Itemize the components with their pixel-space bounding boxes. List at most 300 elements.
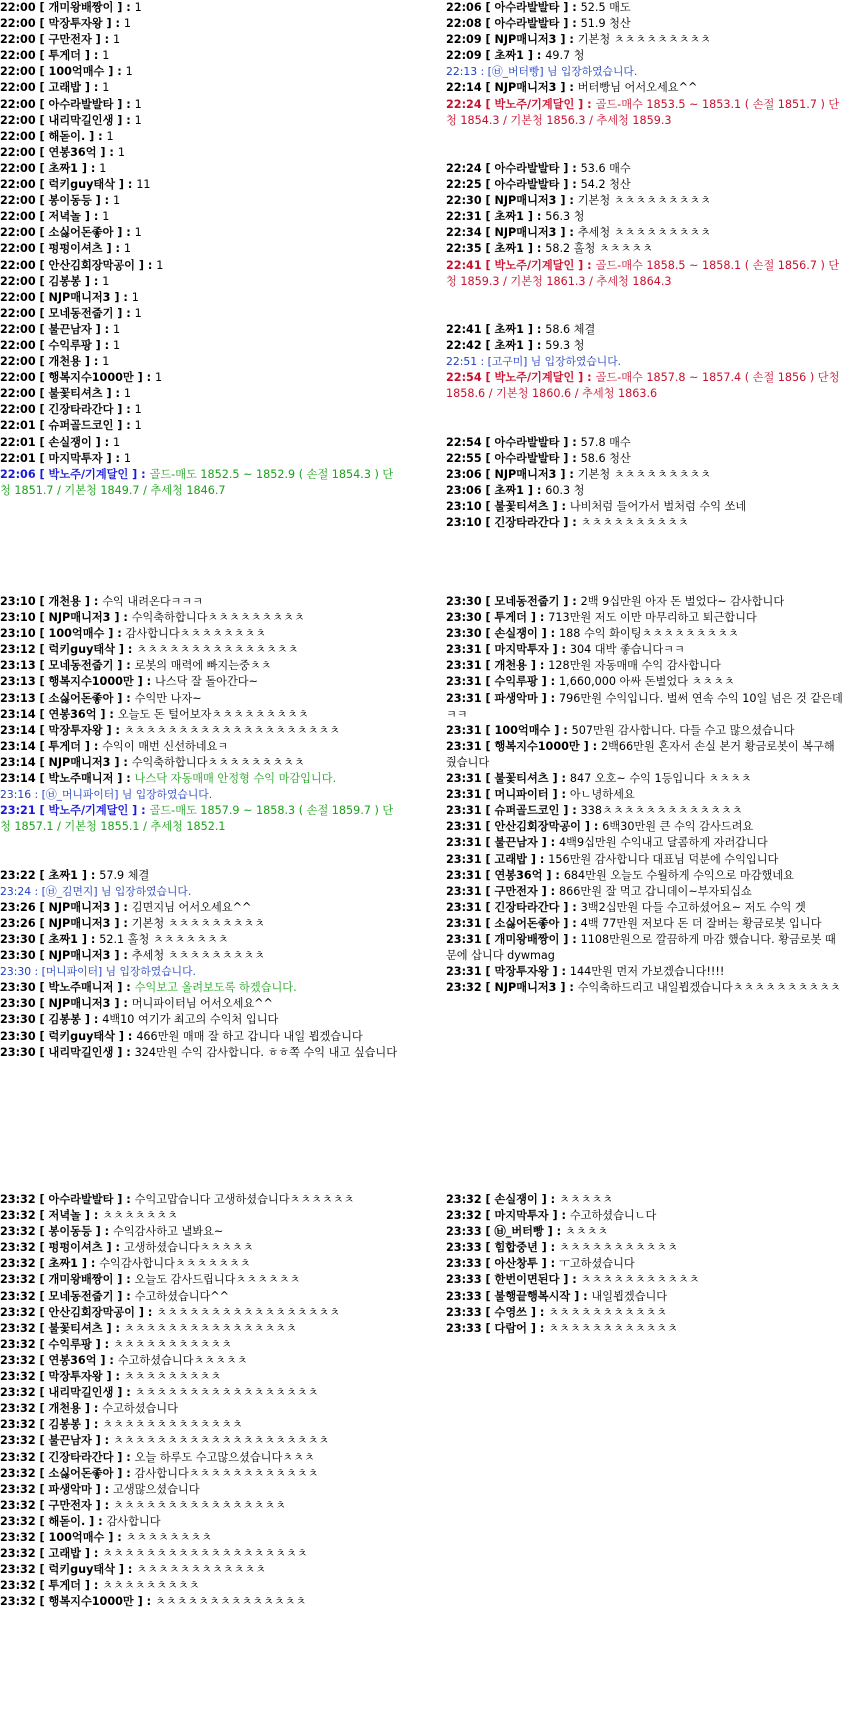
user-name[interactable]: 100억매수 (494, 723, 551, 737)
user-name[interactable]: 펑펑이셔츠 (48, 242, 103, 256)
chat-message (0, 916, 398, 932)
name-bracket: [ (35, 322, 49, 336)
user-name[interactable]: 박노주/기계달인 (494, 258, 575, 272)
user-name[interactable]: 개천용 (494, 659, 527, 673)
user-name[interactable]: 수익루팡 (48, 1337, 92, 1351)
user-name[interactable]: 아수라발발타 (48, 1193, 114, 1206)
user-name[interactable]: 소싫어돈좋아 (494, 916, 560, 930)
user-name[interactable]: NJP매니저3 (494, 226, 557, 240)
user-name[interactable]: 아수라발발타 (494, 17, 560, 31)
user-name[interactable]: 긴장타라간다 (494, 516, 560, 529)
message-text: ㅜ고하셨습니다 (559, 1257, 635, 1271)
user-name[interactable]: 소싫어돈좋아 (48, 691, 114, 705)
message-time: 23:33 (446, 1241, 482, 1255)
name-bracket: ] : (550, 723, 572, 737)
name-bracket: ] : (556, 33, 578, 47)
user-name[interactable]: 김봉봉 (48, 1418, 81, 1432)
message-text: 52.5 매도 (580, 1, 631, 14)
user-name[interactable]: 아수라발발타 (494, 1, 560, 14)
user-name[interactable]: 내리막길인생 (48, 1045, 114, 1059)
user-name[interactable]: 모네동전줍기 (48, 306, 114, 320)
user-name[interactable]: 아수라발발타 (494, 161, 560, 175)
user-name[interactable]: 초짜1 (494, 210, 524, 224)
name-bracket: [ (35, 258, 49, 272)
name-bracket: [ (35, 611, 49, 625)
user-name[interactable]: 아수라발발타 (494, 435, 560, 449)
name-bracket: ] : (77, 1257, 100, 1271)
name-bracket: ] : (556, 81, 578, 95)
name-bracket: [ (35, 1530, 49, 1544)
name-bracket: [ (35, 194, 49, 208)
name-bracket: ] : (542, 868, 564, 882)
user-name[interactable]: 연봉36억 (494, 868, 543, 882)
user-name[interactable]: 수영쓰 (494, 1305, 527, 1319)
name-bracket: ] : (77, 161, 100, 175)
chat-message (0, 658, 398, 674)
user-name[interactable]: NJP매니저3 (494, 981, 557, 995)
name-bracket: [ (35, 1579, 49, 1593)
message-time: 22:25 (446, 178, 482, 192)
system-message (0, 884, 398, 900)
message-time: 23:33 (446, 1257, 482, 1271)
chat-message (446, 980, 844, 996)
chat-message (446, 803, 844, 819)
user-name[interactable]: 연봉36억 (48, 145, 97, 159)
message-text: 847 오호~ 수익 1등입니다 ㅊㅊㅊㅊ (569, 772, 752, 786)
user-name[interactable]: 손실쟁이 (494, 1193, 538, 1206)
user-name[interactable]: 박노주매니저 (48, 772, 114, 786)
message-time: 22:00 (0, 178, 36, 192)
message-time: 23:31 (446, 788, 482, 802)
user-name[interactable]: 불끈남자 (48, 322, 92, 336)
message-time: 23:32 (0, 1402, 36, 1416)
spacer (0, 852, 398, 868)
name-bracket: ] : (115, 1563, 137, 1577)
name-bracket: ] : (113, 226, 135, 240)
message-text: 수익이 매번 신선하네요ㅋ (102, 739, 229, 753)
user-name[interactable]: 100억매수 (48, 65, 105, 79)
user-name[interactable]: 막장투자왕 (48, 723, 103, 737)
message-time: 23:32 (0, 1337, 36, 1351)
message-time: 23:32 (0, 1530, 36, 1544)
name-bracket: [ (35, 274, 49, 288)
message-time: 23:31 (446, 836, 482, 850)
user-name[interactable]: 수익루팡 (48, 338, 92, 352)
name-bracket: ] : (113, 772, 135, 786)
message-text: 나스닥 잘 돌아간다~ (155, 675, 258, 689)
user-name[interactable]: 마지막투자 (494, 643, 549, 657)
message-time: 22:54 (446, 371, 482, 385)
name-bracket: ] : (556, 226, 578, 240)
message-time: 23:32 (0, 1434, 36, 1448)
chat-message (0, 1289, 398, 1305)
message-text: 1108만원으로 깔끔하게 마감 했습니다. 황금로봇 때문에 삽니다 dywmag (446, 932, 836, 963)
user-name[interactable]: 개천용 (48, 1402, 81, 1416)
user-name[interactable]: 럭키guy태삭 (48, 1029, 116, 1043)
user-name[interactable]: 개천용 (48, 355, 81, 369)
message-text: 1 (102, 274, 110, 288)
message-text: 54.2 청산 (580, 178, 631, 192)
chat-message (0, 948, 398, 964)
name-bracket: [ (481, 1209, 495, 1223)
user-name[interactable]: 행복지수1000만 (494, 739, 580, 753)
name-bracket: [ (35, 129, 49, 143)
user-name[interactable]: 개미왕배짱이 (494, 932, 560, 946)
user-name[interactable]: 럭키guy태삭 (48, 178, 116, 192)
message-time: 22:13 (446, 65, 478, 79)
user-name[interactable]: 안산김회장막공이 (48, 258, 135, 272)
name-bracket: [ (481, 178, 495, 192)
name-bracket: ] : (96, 1353, 118, 1367)
chat-message (0, 225, 398, 241)
name-bracket: [ (35, 981, 49, 995)
name-bracket: ] : (537, 884, 560, 898)
user-name[interactable]: 김봉봉 (48, 274, 81, 288)
user-name[interactable]: 구만전자 (48, 1498, 92, 1512)
user-name[interactable]: 박노주/기계달인 (48, 467, 129, 481)
name-bracket: [ (481, 595, 495, 608)
message-time: 23:14 (0, 755, 36, 769)
chat-message (0, 755, 398, 771)
name-bracket: [ (35, 1418, 49, 1432)
user-name[interactable]: NJP매니저3 (494, 467, 557, 481)
user-name[interactable]: 아수라발발타 (494, 178, 560, 192)
name-bracket: [ (35, 1013, 49, 1027)
user-name[interactable]: 초짜1 (48, 161, 78, 175)
user-name[interactable]: 막장투자왕 (48, 17, 103, 31)
user-name[interactable]: NJP매니저3 (48, 916, 111, 930)
user-name[interactable]: 김봉봉 (48, 1013, 81, 1027)
user-name[interactable]: 행복지수1000만 (48, 371, 134, 385)
message-time: 23:32 (0, 1370, 36, 1384)
user-name[interactable]: 투게더 (48, 739, 81, 753)
chat-message (0, 80, 398, 96)
user-name[interactable]: 막장투자왕 (494, 965, 549, 979)
user-name[interactable]: 개미왕배짱이 (48, 1, 114, 14)
message-text: 머니파이터님 어서오세요^^ (131, 997, 273, 1011)
user-name[interactable]: 100억매수 (48, 1530, 105, 1544)
chat-message (446, 852, 844, 868)
message-text: 1 (123, 17, 131, 31)
chat-message (446, 499, 844, 515)
message-text: ㅊㅊㅊㅊㅊ (559, 1193, 614, 1206)
user-name[interactable]: 안산김회장막공이 (48, 1305, 135, 1319)
user-name[interactable]: 고래밥 (48, 81, 81, 95)
user-name[interactable]: 해돋이. (48, 1514, 86, 1528)
message-text: 338ㅊㅊㅊㅊㅊㅊㅊㅊㅊㅊㅊㅊㅊ (580, 804, 743, 818)
user-name[interactable]: 초짜1 (48, 1257, 78, 1271)
chat-message (446, 868, 844, 884)
chat-message (446, 964, 844, 980)
name-bracket: [ (481, 435, 495, 449)
user-name[interactable]: 박노주/기계달인 (494, 97, 575, 111)
chat-message (0, 626, 398, 642)
user-name[interactable]: NJP매니저3 (48, 997, 111, 1011)
name-bracket: [ (481, 1289, 495, 1303)
chat-panel-2 (446, 0, 844, 531)
name-bracket: [ (35, 1241, 49, 1255)
message-text: 49.7 청 (545, 49, 585, 63)
user-name[interactable]: 머니파이터 (494, 788, 549, 802)
message-time: 23:14 (0, 772, 36, 786)
name-bracket: [ (35, 65, 49, 79)
user-name[interactable]: NJP매니저3 (48, 900, 111, 914)
user-name[interactable]: 불행끝행복시작 (494, 1289, 571, 1303)
user-name[interactable]: 마지막투자 (494, 1209, 549, 1223)
message-time: 22:41 (446, 258, 482, 272)
message-time: 23:32 (446, 981, 482, 995)
name-bracket: [ (481, 611, 495, 625)
message-text: 1 (125, 65, 133, 79)
name-bracket: [ (35, 1450, 49, 1464)
name-bracket: ] : (526, 1305, 549, 1319)
name-bracket: ] : (523, 483, 546, 497)
name-bracket: ] : (128, 804, 150, 818)
message-time: 23:31 (446, 900, 482, 914)
message-time: 23:13 (0, 659, 36, 673)
user-name[interactable]: 초짜1 (494, 338, 524, 352)
user-name[interactable]: 투게더 (494, 611, 527, 625)
user-name[interactable]: 박노주매니저 (48, 981, 114, 995)
user-name[interactable]: 봉이동등 (48, 1225, 92, 1239)
user-name[interactable]: 불꽃티셔츠 (494, 772, 549, 786)
user-name[interactable]: 박노주/기계달인 (48, 804, 129, 818)
user-name[interactable]: 초짜1 (494, 49, 524, 63)
user-name[interactable]: 안산김회장막공이 (494, 820, 581, 834)
name-bracket: [ (481, 932, 495, 946)
message-text: 1 (123, 242, 131, 256)
chat-message (446, 1321, 844, 1337)
name-bracket: ] : (537, 836, 560, 850)
message-time: 22:00 (0, 97, 36, 111)
message-time: 23:30 (446, 595, 482, 608)
user-name[interactable]: 초짜1 (494, 242, 524, 256)
user-name[interactable]: 초짜1 (494, 322, 524, 336)
chat-message (446, 1192, 844, 1208)
chat-message (0, 1546, 398, 1562)
user-name[interactable]: 힘합중년 (494, 1241, 538, 1255)
user-name[interactable]: 한번이면된다 (494, 1273, 560, 1287)
user-name[interactable]: 초짜1 (48, 868, 78, 882)
name-bracket: [ (481, 451, 495, 465)
user-name[interactable]: 봉이동등 (48, 194, 92, 208)
chat-message (446, 435, 844, 451)
message-text: 수고하셨습니다ㅊㅊㅊㅊㅊ (117, 1353, 248, 1367)
user-name[interactable]: 슈퍼골드코인 (494, 804, 560, 818)
user-name[interactable]: 아수라발발타 (48, 97, 114, 111)
user-name[interactable]: NJP매니저3 (494, 33, 557, 47)
user-name[interactable]: 불꽃티셔츠 (48, 387, 103, 401)
user-name[interactable]: 투게더 (48, 49, 81, 63)
message-time: 23:32 (0, 1595, 36, 1609)
name-bracket: [ (481, 226, 495, 240)
message-text: 1,660,000 아싸 돈벌었다 ㅊㅊㅊㅊ (559, 675, 735, 689)
user-name[interactable]: 모네동전줍기 (494, 595, 560, 608)
user-name[interactable]: 아산창투 (494, 1257, 538, 1271)
user-name[interactable]: 행복지수1000만 (48, 1595, 134, 1609)
user-name[interactable]: 손실쟁이 (494, 627, 538, 641)
user-name[interactable]: 펑펑이셔츠 (48, 1241, 103, 1255)
name-bracket: ] : (96, 707, 118, 721)
chat-message (446, 932, 844, 964)
user-name[interactable]: 긴장타라간다 (494, 900, 560, 914)
user-name[interactable]: NJP매니저3 (48, 755, 111, 769)
user-name[interactable]: 긴장타라간다 (48, 1450, 114, 1464)
user-name[interactable]: 해돋이. (48, 129, 86, 143)
message-time: 22:00 (0, 49, 36, 63)
user-name[interactable]: 럭키guy태삭 (48, 643, 116, 657)
message-time: 23:32 (446, 1209, 482, 1223)
message-time: 23:31 (446, 932, 482, 946)
name-bracket: ] : (80, 595, 103, 608)
message-text: [㉥_머니파이터] 님 입장하였습니다. (41, 788, 213, 802)
user-name[interactable]: NJP매니저3 (48, 949, 111, 963)
message-text: [㉥_김면지] 님 입장하였습니다. (41, 884, 192, 898)
message-time: 23:30 (0, 949, 36, 963)
user-name[interactable]: 고래밥 (494, 852, 527, 866)
user-name[interactable]: 박노주/기계달인 (494, 371, 575, 385)
name-bracket: [ (35, 1370, 49, 1384)
message-time: 22:00 (0, 210, 36, 224)
user-name[interactable]: 긴장타라간다 (48, 403, 114, 417)
message-text: ㅊㅊㅊㅊㅊㅊㅊㅊㅊㅊ (580, 516, 689, 529)
chat-message (0, 97, 398, 113)
name-bracket: [ (481, 1, 495, 14)
name-bracket: [ (35, 387, 49, 401)
message-text: 4백9십만원 수익내고 달콤하게 자러갑니다 (559, 836, 768, 850)
message-time: 22:00 (0, 161, 36, 175)
system-message (0, 787, 398, 803)
name-bracket: ] : (91, 322, 114, 336)
user-name[interactable]: 모네동전줍기 (48, 1289, 114, 1303)
message-text: 1 (156, 258, 164, 272)
name-bracket: ] : (80, 739, 103, 753)
name-bracket: [ (481, 467, 495, 481)
message-time: 23:32 (0, 1209, 36, 1223)
chat-message (0, 1029, 398, 1045)
name-bracket: [ (35, 451, 49, 465)
chat-message (446, 739, 844, 771)
chat-message (446, 626, 844, 642)
user-name[interactable]: 고래밥 (48, 1547, 81, 1561)
name-bracket: ] : (135, 258, 157, 272)
name-bracket: ] : (113, 1466, 135, 1480)
name-bracket: [ (35, 49, 49, 63)
chat-message (0, 932, 398, 948)
user-name[interactable]: 내리막길인생 (48, 113, 114, 127)
user-name[interactable]: 모네동전줍기 (48, 659, 114, 673)
message-text: ㅊㅊㅊㅊㅊㅊㅊㅊㅊㅊㅊ (580, 1273, 700, 1287)
user-name[interactable]: ㉥_버터빵 (494, 1225, 544, 1239)
message-time: 23:06 (446, 467, 482, 481)
message-time: 22:24 (446, 161, 482, 175)
user-name[interactable]: 다람어 (494, 1321, 527, 1335)
user-name[interactable]: NJP매니저3 (494, 194, 557, 208)
user-name[interactable]: 초짜1 (48, 932, 78, 946)
user-name[interactable]: 럭키guy태삭 (48, 1563, 116, 1577)
chat-message (446, 338, 844, 354)
user-name[interactable]: 100억매수 (48, 627, 105, 641)
message-time: 22:00 (0, 355, 36, 369)
user-name[interactable]: 수익루팡 (494, 675, 538, 689)
user-name[interactable]: 막장투자왕 (48, 1370, 103, 1384)
message-text: [㉥_버터빵] 님 입장하였습니다. (487, 65, 638, 79)
name-bracket: [ (481, 1225, 495, 1239)
user-name[interactable]: NJP매니저3 (48, 290, 111, 304)
chat-message (0, 129, 398, 145)
name-bracket: [ (35, 868, 49, 882)
user-name[interactable]: 구만전자 (494, 884, 538, 898)
message-text: 1 (102, 355, 110, 369)
name-bracket: [ (35, 1386, 49, 1400)
user-name[interactable]: 저녁놀 (48, 210, 81, 224)
user-name[interactable]: NJP매니저3 (48, 611, 111, 625)
message-time: 23:30 (0, 997, 36, 1011)
message-text: 감사합니다 (106, 1514, 161, 1528)
user-name[interactable]: 연봉36억 (48, 707, 97, 721)
message-text: ㅊㅊㅊㅊㅊㅊㅊㅊ (125, 1530, 213, 1544)
user-name[interactable]: 투게더 (48, 1579, 81, 1593)
message-text: [머니파이터] 님 입장하였습니다. (41, 965, 196, 979)
name-bracket: ] : (102, 723, 124, 737)
name-bracket: ] : (115, 178, 137, 192)
message-time: 23:21 (0, 804, 36, 818)
user-name[interactable]: NJP매니저3 (494, 81, 557, 95)
chat-message (0, 370, 398, 386)
user-name[interactable]: 파생악마 (494, 691, 538, 705)
user-name[interactable]: 내리막길인생 (48, 1386, 114, 1400)
user-name[interactable]: 불끈남자 (48, 1434, 92, 1448)
name-bracket: [ (35, 242, 49, 256)
user-name[interactable]: 불꽃티셔츠 (48, 1321, 103, 1335)
user-name[interactable]: 소싫어돈좋아 (48, 1466, 114, 1480)
user-name[interactable]: 파생악마 (48, 1482, 92, 1496)
user-name[interactable]: 소싫어돈좋아 (48, 226, 114, 240)
name-bracket: [ (481, 723, 495, 737)
user-name[interactable]: 구만전자 (48, 33, 92, 47)
user-name[interactable]: 저녁놀 (48, 1209, 81, 1223)
message-time: 23:30 (0, 1045, 36, 1059)
message-time: 23:32 (0, 1193, 36, 1206)
user-name[interactable]: 손실쟁이 (48, 435, 92, 449)
name-bracket: [ (481, 1241, 495, 1255)
name-bracket: [ (35, 161, 49, 175)
user-name[interactable]: 연봉36억 (48, 1353, 97, 1367)
chat-message (0, 1482, 398, 1498)
user-name[interactable]: 불끈남자 (494, 836, 538, 850)
user-name[interactable]: 개미왕배짱이 (48, 1273, 114, 1287)
chat-message (0, 418, 398, 434)
name-bracket: ] : (574, 97, 596, 111)
chat-message (0, 1240, 398, 1256)
user-name[interactable]: 마지막투자 (48, 451, 103, 465)
chat-message (0, 900, 398, 916)
message-text: 60.3 청 (545, 483, 585, 497)
user-name[interactable]: 개천용 (48, 595, 81, 608)
user-name[interactable]: 행복지수1000만 (48, 675, 134, 689)
name-bracket: [ (481, 820, 495, 834)
user-name[interactable]: 불꽃티셔츠 (494, 499, 549, 513)
user-name[interactable]: 슈퍼골드코인 (48, 419, 114, 433)
chat-message (446, 32, 844, 48)
chat-message (446, 1305, 844, 1321)
user-name[interactable]: 초짜1 (494, 483, 524, 497)
message-time: 23:14 (0, 707, 36, 721)
chat-message (0, 338, 398, 354)
user-name[interactable]: 아수라발발타 (494, 451, 560, 465)
message-time: 23:26 (0, 900, 36, 914)
message-time: 23:32 (0, 1450, 36, 1464)
